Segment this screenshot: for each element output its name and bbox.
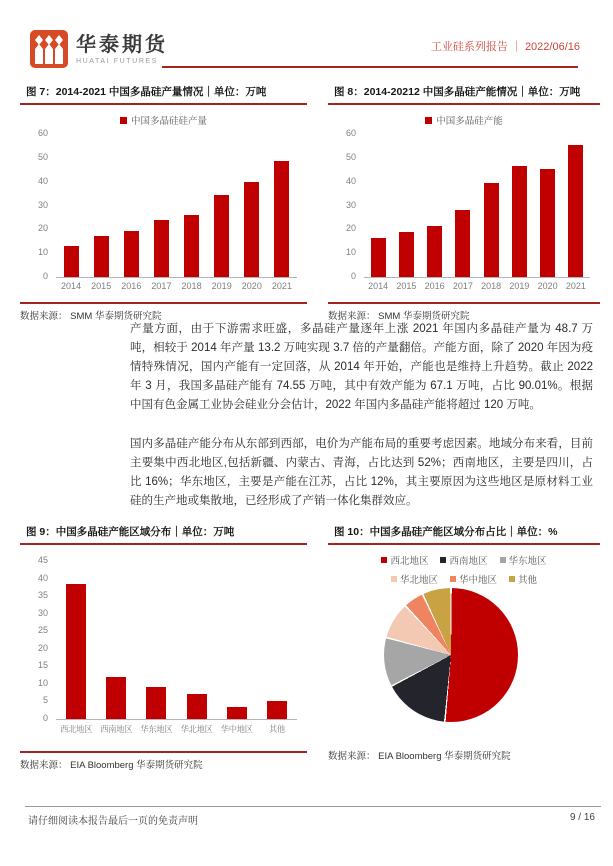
bar-slot [116, 231, 146, 277]
bar-slot [207, 195, 237, 277]
huatai-logo [30, 30, 168, 68]
plot-area [37, 555, 297, 723]
pie-legend-marker [500, 557, 506, 563]
x-tick-label: 西北地区 [60, 724, 93, 734]
bar-2017 [154, 220, 169, 277]
logo-text [76, 34, 168, 65]
x-tick-label: 2016 [424, 281, 445, 291]
bar-华东地区 [146, 687, 166, 719]
y-tick-label: 30 [37, 607, 48, 618]
bar-2018 [484, 183, 499, 277]
x-tick-label: 2014 [61, 281, 82, 291]
bar-2015 [399, 232, 414, 277]
figure-10-legend [357, 553, 572, 586]
y-tick-label: 30 [37, 199, 48, 210]
y-tick-label: 20 [345, 223, 356, 234]
plot-area [37, 128, 297, 281]
body-text [130, 320, 593, 511]
bar-2015 [94, 236, 109, 277]
y-tick-label: 40 [37, 572, 48, 583]
figure-7-panel [20, 86, 307, 322]
pie-legend-item [440, 553, 487, 567]
y-tick-label: 0 [42, 713, 48, 723]
bar-2021 [274, 161, 289, 277]
bar-西北地区 [66, 584, 86, 719]
y-tick-label: 10 [37, 247, 48, 258]
figure-9-title: 图 9：中国多晶硅产能区域分布｜单位：万吨 [20, 526, 307, 545]
y-tick-label: 35 [37, 590, 48, 601]
y-tick-label: 30 [345, 199, 356, 210]
x-tick-label: 华北地区 [180, 724, 213, 734]
bar-slot [562, 145, 590, 277]
bar-西南地区 [106, 677, 126, 719]
bar-2017 [455, 210, 470, 277]
bar-slot [257, 701, 297, 719]
pie-legend-item [450, 572, 497, 586]
y-tick-label: 20 [37, 223, 48, 234]
bar-slot [177, 694, 217, 719]
bar-2020 [244, 182, 259, 277]
y-tick-label: 60 [345, 128, 356, 138]
y-tick-label: 50 [345, 151, 356, 162]
figure-8-panel [328, 86, 600, 322]
bar-华中地区 [227, 707, 247, 719]
figure-10-source: 数据来源： EIA Bloomberg 华泰期货研究院 [328, 751, 511, 762]
figure-7-legend [20, 114, 307, 126]
bar-slot [217, 707, 257, 719]
x-tick-label: 2014 [368, 281, 389, 291]
body-paragraph-1: 产量方面，由于下游需求旺盛，多晶硅产量逐年上涨 2021 年国内多晶硅产量为 48.7 万吨，相较于 2014 年产量 13.2 万吨实现 3.7 倍的产量翻倍。产能方面，除了 2020 年因为疫情特殊情况，国内产能有一定回落，从 2014 年开始，产能也是维持上升趋势。截止 2022 年 3 月，我国多晶硅产能有 74.55 万吨，其中有效产能为 67.1 万吨，占比 90.01%。根据中国有色金属工业协会硅业分会估计，2022 年国内多晶硅产能将超过 120 万吨。 [130, 323, 593, 411]
x-tick-label: 2019 [211, 281, 232, 291]
y-tick-label: 5 [42, 695, 48, 706]
report-series-label: 工业硅系列报告 ｜ 2022/06/16 [430, 41, 580, 53]
legend-marker-red [120, 117, 127, 124]
pie-legend-label: 西北地区 [390, 556, 429, 567]
bar-slot [449, 210, 477, 277]
figure-9-source: 数据来源： EIA Bloomberg 华泰期货研究院 [20, 751, 307, 771]
x-axis-labels [56, 281, 297, 291]
x-axis-labels [364, 281, 590, 291]
x-tick-label: 2017 [452, 281, 473, 291]
figure-7-legend-label: 中国多晶硅硅产量 [130, 116, 207, 127]
x-tick-label: 2015 [91, 281, 112, 291]
x-tick-label: 2021 [565, 281, 586, 291]
x-tick-label: 2017 [151, 281, 172, 291]
figure-8-source: 数据来源： SMM 华泰期货研究院 [328, 302, 600, 322]
bar-2019 [512, 166, 527, 277]
y-tick-label: 20 [37, 642, 48, 653]
y-tick-label: 0 [350, 271, 356, 281]
figure-8-chart [345, 128, 590, 291]
bar-slot [505, 166, 533, 277]
bar-slot [56, 584, 96, 719]
logo-name-en: HUATAI FUTURES [76, 57, 159, 65]
x-tick-label: 2019 [509, 281, 530, 291]
bar-2016 [124, 231, 139, 277]
bar-slot [267, 161, 297, 277]
legend-marker-red [425, 117, 432, 124]
y-tick-label: 15 [37, 660, 48, 671]
logo-name-cn: 华泰期货 [76, 33, 168, 56]
figure-8-title: 图 8：2014-20212 中国多晶硅产能情况｜单位：万吨 [328, 86, 600, 105]
figure-8-legend [328, 114, 600, 126]
bar-其他 [267, 701, 287, 719]
figure-7-title: 图 7：2014-2021 中国多晶硅产量情况｜单位：万吨 [20, 86, 307, 105]
pie-legend-marker [381, 557, 387, 563]
bar-slot [56, 246, 86, 277]
bar-slot [237, 182, 267, 277]
bar-2016 [427, 226, 442, 277]
pie-legend-marker [391, 576, 397, 582]
y-tick-label: 60 [37, 128, 48, 138]
bar-2018 [184, 215, 199, 277]
x-tick-label: 华东地区 [140, 724, 173, 734]
pie-legend-item [500, 553, 547, 567]
pie-legend-item [381, 553, 428, 567]
x-tick-label: 华中地区 [220, 724, 253, 734]
plot-area [345, 128, 590, 281]
pie-legend-label: 西南地区 [449, 556, 488, 567]
figure-7-source: 数据来源： SMM 华泰期货研究院 [20, 302, 307, 322]
x-axis-labels [56, 723, 297, 735]
pie-legend-label: 华中地区 [458, 575, 497, 586]
x-tick-label: 2015 [396, 281, 417, 291]
y-tick-label: 40 [345, 175, 356, 186]
body-paragraph-2: 国内多晶硅产能分布从东部到西部，电价为产能布局的重要考虑因素。地域分布来看，目前主要集中西北地区,包括新疆、内蒙古、青海，占比达到 52%；西南地区，主要是四川，占比 16%；华东地区，主要是产能在江苏，占比 12%，其主要原因为这些地区是原材料工业硅的生产地或集散地，已经形成了产销一体化集群效应。 [130, 438, 593, 507]
bar-2014 [64, 246, 79, 277]
bar-slot [96, 677, 136, 719]
pie-legend-label: 华北地区 [399, 575, 438, 586]
x-tick-label: 2016 [121, 281, 142, 291]
footer-page-number: 9 / 16 [569, 812, 595, 823]
bar-2021 [568, 145, 583, 277]
bar-slot [392, 232, 420, 277]
y-tick-label: 40 [37, 175, 48, 186]
bar-2020 [540, 169, 555, 277]
x-tick-label: 西南地区 [100, 724, 133, 734]
bar-slot [177, 215, 207, 277]
y-tick-label: 25 [37, 625, 48, 636]
bar-华北地区 [187, 694, 207, 719]
figure-9-chart [37, 555, 297, 735]
figure-8-legend-label: 中国多晶硅产能 [436, 116, 503, 127]
pie-legend-marker [509, 576, 515, 582]
y-tick-label: 10 [345, 247, 356, 258]
figure-10-panel [328, 526, 600, 762]
figure-7-chart [37, 128, 297, 291]
bar-slot [364, 238, 392, 277]
pie-legend-label: 华东地区 [508, 556, 547, 567]
y-tick-label: 45 [37, 555, 48, 565]
x-tick-label: 2018 [481, 281, 502, 291]
x-tick-label: 2018 [181, 281, 202, 291]
figure-10-title: 图 10：中国多晶硅产能区域分布占比｜单位：% [328, 526, 600, 545]
bar-slot [146, 220, 176, 277]
pie-legend-label: 其他 [518, 575, 538, 586]
bar-2019 [214, 195, 229, 277]
bar-slot [534, 169, 562, 277]
x-tick-label: 2021 [271, 281, 292, 291]
x-tick-label: 其他 [268, 724, 285, 734]
footer-disclaimer: 请仔细阅读本报告最后一页的免责声明 [28, 816, 198, 827]
pie-chart [384, 588, 518, 722]
pie-legend-item [509, 572, 537, 586]
footer-divider [25, 806, 601, 807]
pie-legend-marker [440, 557, 446, 563]
huatai-logo-icon [30, 30, 68, 68]
bar-slot [86, 236, 116, 277]
pie-legend-marker [450, 576, 456, 582]
bar-slot [421, 226, 449, 277]
bar-slot [477, 183, 505, 277]
header-divider [162, 66, 578, 68]
bar-2014 [371, 238, 386, 277]
y-tick-label: 0 [42, 271, 48, 281]
y-tick-label: 10 [37, 677, 48, 688]
x-tick-label: 2020 [537, 281, 558, 291]
x-tick-label: 2020 [241, 281, 262, 291]
y-tick-label: 50 [37, 151, 48, 162]
pie-legend-item [391, 572, 438, 586]
bar-slot [136, 687, 176, 719]
figure-9-panel [20, 526, 307, 771]
